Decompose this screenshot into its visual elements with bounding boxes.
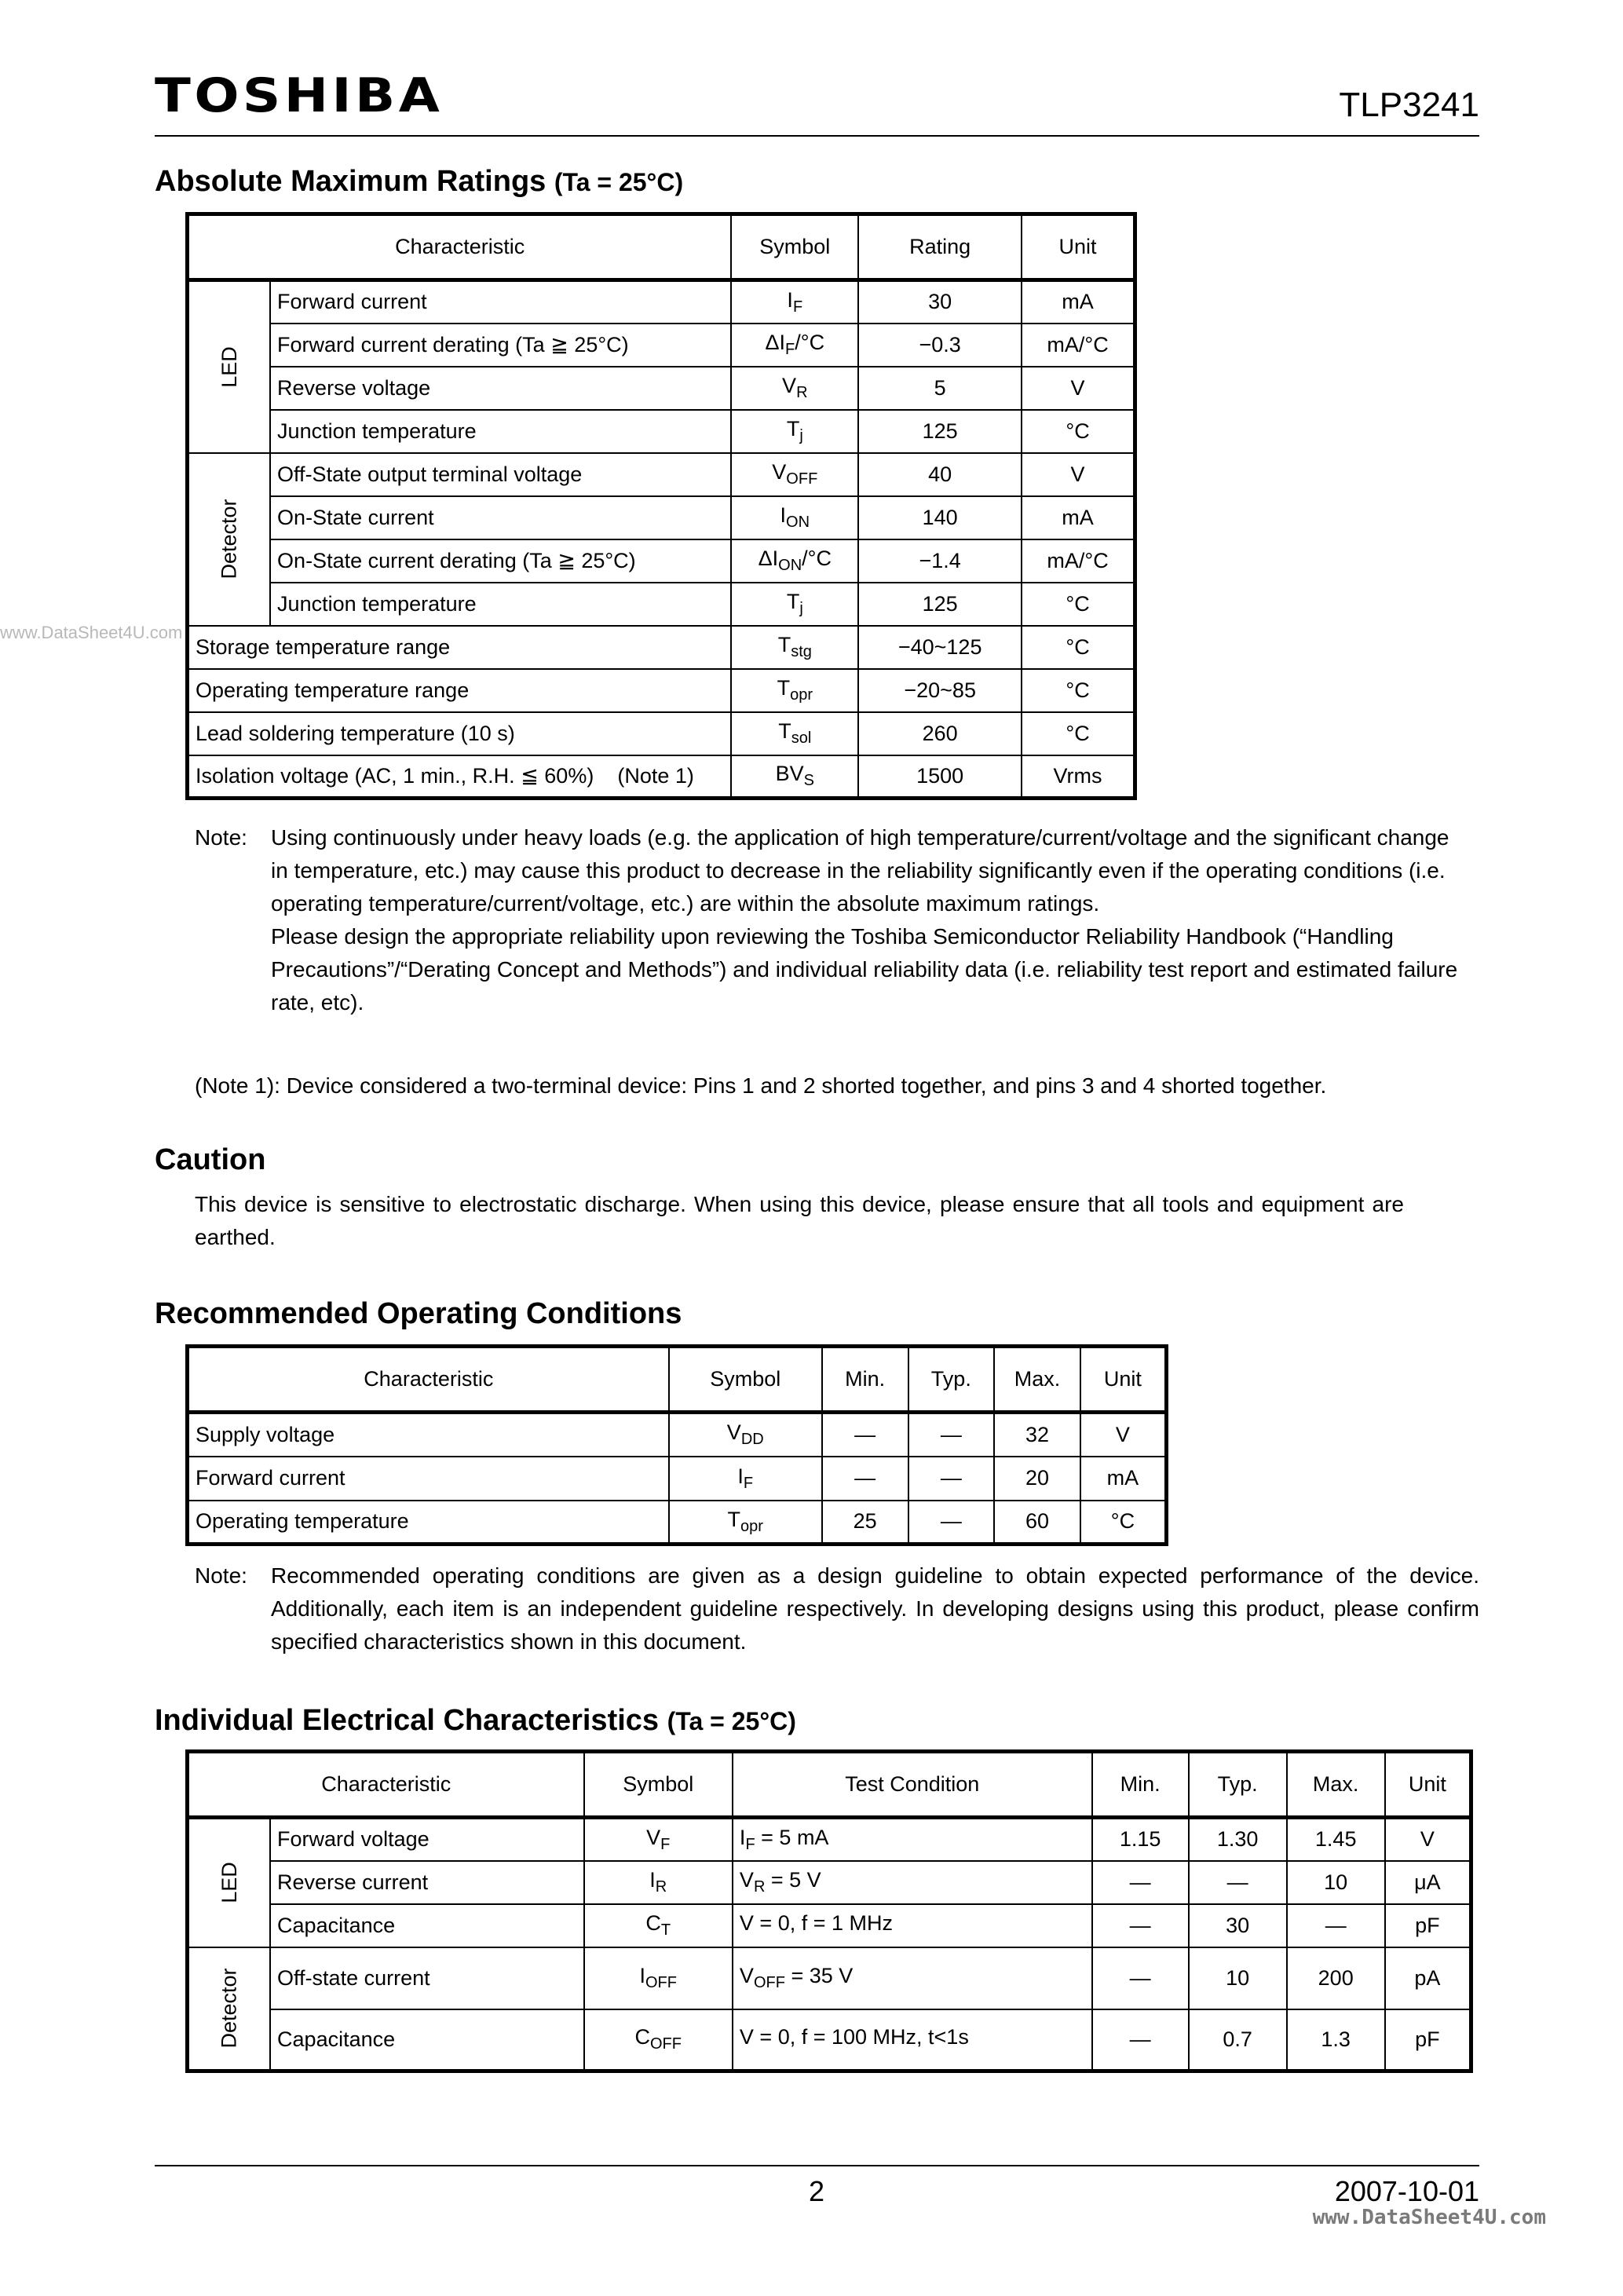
rec-op-note: Note: Recommended operating conditions are given as a design guideline to obtain expected performance of the device. Additionally, each item is an independent guideline respectively. In developing designs using this product, please confirm specified characteristics shown in this document. bbox=[195, 1563, 1479, 1654]
col-symbol: Symbol bbox=[584, 1752, 733, 1818]
table-row: On-State current derating (Ta ≧ 25°C) $\Delta I_{ON}/^\circ C$ −1.4 mA/°C bbox=[188, 539, 1135, 583]
table-row: Lead soldering temperature (10 s) $T_{sol}$ 260 °C bbox=[188, 712, 1135, 755]
col-min: Min. bbox=[1092, 1752, 1189, 1818]
group-led: LED bbox=[188, 280, 271, 453]
group-detector: Detector bbox=[188, 453, 271, 626]
col-unit: Unit bbox=[1385, 1752, 1471, 1818]
col-rating: Rating bbox=[858, 214, 1022, 280]
rec-op-table bbox=[185, 1344, 1168, 1546]
caution-title: Caution bbox=[155, 1143, 266, 1176]
col-max: Max. bbox=[1287, 1752, 1385, 1818]
abs-max-note: Note: Using continuously under heavy loads (e.g. the application of high temperature/current/voltage and the significant change in temperature, etc.) may cause this product to decrease in the reliability significantly even if the operating conditions (i.e. operating temperature/current/voltage, etc.) are within the absolute maximum ratings. Please design the appropriate reliability upon reviewing the Toshiba Semiconductor Reliability Handbook (“Handling Precautions”/“Derating Concept and Methods”) and individual reliability data (i.e. reliability test report and estimated failure rate, etc). bbox=[195, 825, 1458, 1015]
col-typ: Typ. bbox=[908, 1347, 995, 1413]
part-number: TLP3241 bbox=[1339, 86, 1479, 124]
footer-rule bbox=[155, 2165, 1479, 2166]
watermark-bottom: www.DataSheet4U.com bbox=[1312, 2206, 1546, 2229]
group-led: LED bbox=[188, 1818, 271, 1947]
table-row: Operating temperature range $T_{opr}$ −20~85 °C bbox=[188, 669, 1135, 712]
toshiba-logo: TOSHIBA bbox=[155, 68, 444, 123]
col-typ: Typ. bbox=[1189, 1752, 1287, 1818]
table-row: LED Forward voltage $V_F$ $I_F = 5$ mA 1.15 1.30 1.45 V bbox=[188, 1818, 1471, 1861]
table-row: On-State current $I_{ON}$ 140 mA bbox=[188, 496, 1135, 539]
col-characteristic: Characteristic bbox=[188, 1752, 584, 1818]
abs-max-title: Absolute Maximum Ratings (Ta = 25°C) bbox=[155, 165, 684, 198]
caution-text: This device is sensitive to electrostatic discharge. When using this device, please ensure that all tools and equipment are earthed. bbox=[195, 1192, 1404, 1249]
table-row: Storage temperature range $T_{stg}$ −40~125 °C bbox=[188, 626, 1135, 669]
table-row: Isolation voltage (AC, 1 min., R.H. ≦ 60%) (Note 1) $BV_S$ 1500 Vrms bbox=[188, 755, 1135, 799]
col-unit: Unit bbox=[1022, 214, 1135, 280]
col-characteristic: Characteristic bbox=[188, 1347, 669, 1413]
col-symbol: Symbol bbox=[669, 1347, 822, 1413]
table-row: Detector Off-State output terminal voltage $V_{OFF}$ 40 V bbox=[188, 453, 1135, 496]
page-number: 2 bbox=[808, 2175, 825, 2207]
table-row: Supply voltage $V_{DD}$ — — 32 V bbox=[188, 1413, 1167, 1457]
revision-date: 2007-10-01 bbox=[1334, 2175, 1479, 2207]
table-row: Operating temperature $T_{opr}$ 25 — 60 °C bbox=[188, 1501, 1167, 1545]
rec-op-title: Recommended Operating Conditions bbox=[155, 1297, 682, 1330]
table-row: Reverse current $I_R$ $V_R = 5$ V — — 10 μA bbox=[188, 1861, 1471, 1904]
col-symbol: Symbol bbox=[731, 214, 858, 280]
col-max: Max. bbox=[994, 1347, 1080, 1413]
table-row: Forward current $I_F$ — — 20 mA bbox=[188, 1457, 1167, 1501]
col-characteristic: Characteristic bbox=[188, 214, 732, 280]
table-row: Forward current derating (Ta ≧ 25°C) $\Delta I_F/^\circ C$ −0.3 mA/°C bbox=[188, 324, 1135, 367]
col-min: Min. bbox=[822, 1347, 908, 1413]
table-row: LED Forward current $I_F$ 30 mA bbox=[188, 280, 1135, 324]
col-unit: Unit bbox=[1080, 1347, 1167, 1413]
table-row: Capacitance $C_{OFF}$ V = 0, f = 100 MHz, t<1s — 0.7 1.3 pF bbox=[188, 2009, 1471, 2071]
header-rule bbox=[155, 135, 1479, 137]
col-test-condition: Test Condition bbox=[733, 1752, 1092, 1818]
abs-max-table bbox=[185, 212, 1137, 800]
table-row: Junction temperature $T_j$ 125 °C bbox=[188, 410, 1135, 453]
group-detector: Detector bbox=[188, 1947, 271, 2071]
elec-title: Individual Electrical Characteristics (Ta = 25°C) bbox=[155, 1704, 796, 1737]
table-row: Capacitance $C_T$ V = 0, f = 1 MHz — 30 — pF bbox=[188, 1904, 1471, 1947]
watermark-left: www.DataSheet4U.com bbox=[0, 623, 183, 642]
table-row: Junction temperature $T_j$ 125 °C bbox=[188, 583, 1135, 626]
elec-table bbox=[185, 1749, 1473, 2073]
abs-max-note1: (Note 1): Device considered a two-terminal device: Pins 1 and 2 shorted together, and pins 3 and 4 shorted together. bbox=[195, 1073, 1327, 1098]
table-row: Reverse voltage $V_R$ 5 V bbox=[188, 367, 1135, 410]
table-row: Detector Off-state current $I_{OFF}$ $V_{OFF} = 35$ V — 10 200 pA bbox=[188, 1947, 1471, 2009]
